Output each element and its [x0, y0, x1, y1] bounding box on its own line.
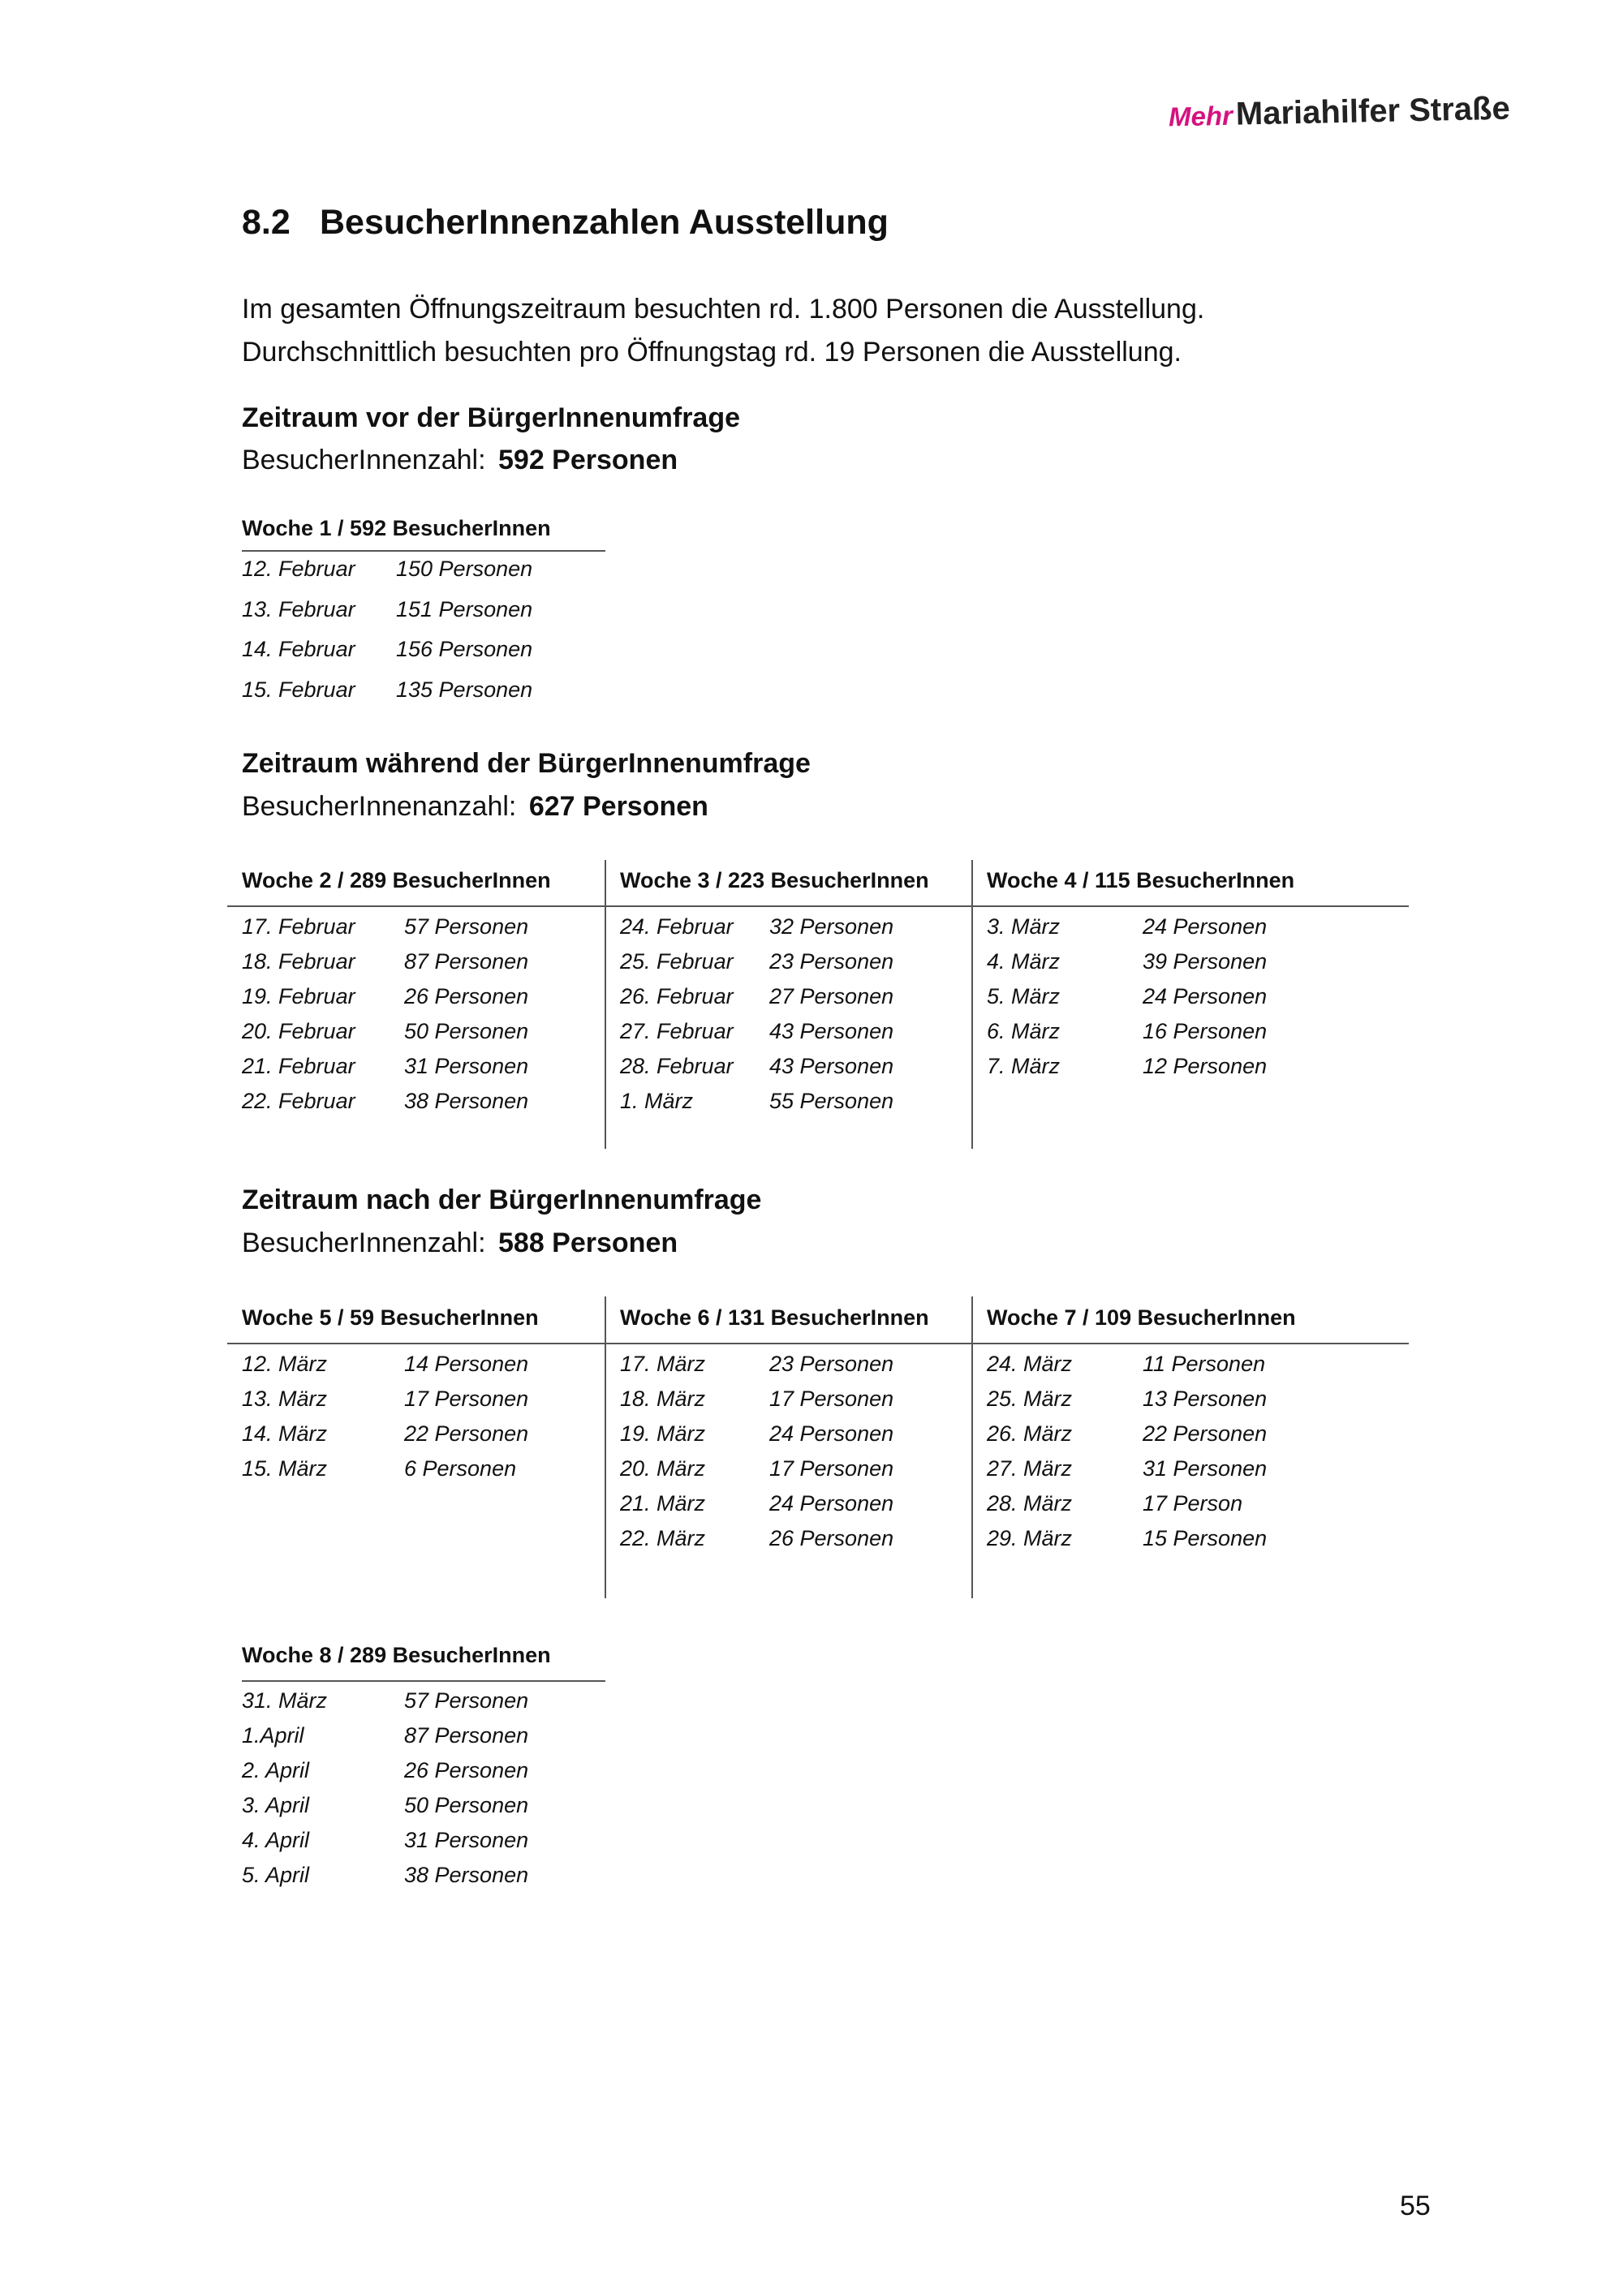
date-cell: 4. April: [242, 1828, 310, 1852]
date-cell: 20. Februar: [242, 1019, 355, 1043]
brand-prefix: Mehr: [1168, 100, 1233, 132]
date-cell: 12. März: [242, 1352, 328, 1376]
count-cell: 57 Personen: [404, 1688, 529, 1713]
date-cell: 19. Februar: [242, 984, 355, 1008]
date-cell: 3. März: [987, 914, 1061, 939]
count-cell: 26 Personen: [404, 984, 529, 1008]
count-cell: 17 Personen: [769, 1387, 894, 1411]
date-cell: 26. Februar: [620, 984, 734, 1008]
count-cell: 38 Personen: [404, 1089, 529, 1113]
count-cell: 16 Personen: [1143, 1019, 1268, 1043]
count-cell: 27 Personen: [769, 984, 894, 1008]
date-cell: 18. März: [620, 1387, 706, 1411]
date-cell: 13. März: [242, 1387, 328, 1411]
count-cell: 22 Personen: [404, 1421, 529, 1446]
brand-logo: [1169, 91, 1511, 135]
date-cell: 1. März: [620, 1089, 694, 1113]
date-cell: 22. Februar: [242, 1089, 355, 1113]
count-cell: 15 Personen: [1143, 1526, 1268, 1550]
date-cell: 21. Februar: [242, 1054, 355, 1078]
count-cell: 17 Personen: [404, 1387, 529, 1411]
date-cell: 26. März: [987, 1421, 1073, 1446]
count-cell: 50 Personen: [404, 1793, 529, 1817]
week-table-title: Woche 5 / 59 BesucherInnen: [242, 1305, 539, 1330]
count-cell: 12 Personen: [1143, 1054, 1268, 1078]
count-cell: 156 Personen: [396, 637, 533, 661]
period-title: Zeitraum während der BürgerInnenumfrage: [242, 748, 811, 779]
count-cell: 50 Personen: [404, 1019, 529, 1043]
count-cell: 13 Personen: [1143, 1387, 1268, 1411]
intro-line: Durchschnittlich besuchten pro Öffnungstag rd. 19 Personen die Ausstellung.: [242, 337, 1182, 368]
date-cell: 29. März: [987, 1526, 1073, 1550]
date-cell: 15. Februar: [242, 677, 355, 702]
column-divider: [971, 860, 973, 1149]
date-cell: 3. April: [242, 1793, 310, 1817]
date-cell: 12. Februar: [242, 557, 355, 581]
period-count-label: BesucherInnenanzahl:: [242, 791, 517, 822]
count-cell: 14 Personen: [404, 1352, 529, 1376]
date-cell: 27. März: [987, 1456, 1073, 1481]
count-cell: 151 Personen: [396, 596, 533, 621]
date-cell: 22. März: [620, 1526, 706, 1550]
table-divider: [227, 1343, 1409, 1344]
page-number: 55: [1400, 2191, 1431, 2221]
date-cell: 24. Februar: [620, 914, 734, 939]
week-table-title: Woche 6 / 131 BesucherInnen: [620, 1305, 929, 1330]
count-cell: 57 Personen: [404, 914, 529, 939]
date-cell: 27. Februar: [620, 1019, 734, 1043]
count-cell: 24 Personen: [769, 1421, 894, 1446]
count-cell: 31 Personen: [404, 1054, 529, 1078]
date-cell: 20. März: [620, 1456, 706, 1481]
count-cell: 55 Personen: [769, 1089, 894, 1113]
count-cell: 23 Personen: [769, 1352, 894, 1376]
period-visitor-count: [242, 445, 678, 476]
period-title: Zeitraum vor der BürgerInnenumfrage: [242, 402, 741, 433]
count-cell: 43 Personen: [769, 1019, 894, 1043]
date-cell: 14. März: [242, 1421, 328, 1446]
count-cell: 43 Personen: [769, 1054, 894, 1078]
date-cell: 24. März: [987, 1352, 1073, 1376]
date-cell: 18. Februar: [242, 949, 355, 974]
count-cell: 6 Personen: [404, 1456, 517, 1481]
count-cell: 87 Personen: [404, 949, 529, 974]
count-cell: 38 Personen: [404, 1863, 529, 1887]
count-cell: 150 Personen: [396, 557, 533, 581]
date-cell: 17. März: [620, 1352, 706, 1376]
table-divider: [242, 550, 605, 552]
section-heading: [242, 203, 889, 243]
date-cell: 25. März: [987, 1387, 1073, 1411]
period-count-value: 592 Personen: [498, 445, 678, 475]
week-table-title: Woche 4 / 115 BesucherInnen: [987, 868, 1295, 892]
week-table-title: Woche 2 / 289 BesucherInnen: [242, 868, 551, 892]
date-cell: 5. März: [987, 984, 1061, 1008]
week-table-title: Woche 3 / 223 BesucherInnen: [620, 868, 929, 892]
count-cell: 135 Personen: [396, 677, 533, 702]
count-cell: 39 Personen: [1143, 949, 1268, 974]
period-count-value: 588 Personen: [498, 1228, 678, 1258]
date-cell: 14. Februar: [242, 637, 355, 661]
count-cell: 26 Personen: [769, 1526, 894, 1550]
count-cell: 17 Person: [1143, 1491, 1243, 1516]
column-divider: [971, 1296, 973, 1598]
intro-line: Im gesamten Öffnungszeitraum besuchten rd. 1.800 Personen die Ausstellung.: [242, 294, 1205, 325]
section-number: 8.2: [242, 203, 291, 242]
date-cell: 4. März: [987, 949, 1061, 974]
date-cell: 15. März: [242, 1456, 328, 1481]
date-cell: 2. April: [242, 1758, 310, 1782]
brand-name: Mariahilfer Straße: [1235, 90, 1511, 132]
period-count-value: 627 Personen: [528, 791, 708, 822]
date-cell: 28. März: [987, 1491, 1073, 1516]
date-cell: 13. Februar: [242, 596, 355, 621]
count-cell: 17 Personen: [769, 1456, 894, 1481]
count-cell: 32 Personen: [769, 914, 894, 939]
date-cell: 25. Februar: [620, 949, 734, 974]
period-count-label: BesucherInnenzahl:: [242, 445, 486, 475]
date-cell: 19. März: [620, 1421, 706, 1446]
week-table-title: Woche 7 / 109 BesucherInnen: [987, 1305, 1296, 1330]
date-cell: 21. März: [620, 1491, 706, 1516]
period-visitor-count: [242, 1228, 678, 1259]
count-cell: 22 Personen: [1143, 1421, 1268, 1446]
date-cell: 1.April: [242, 1723, 304, 1748]
period-count-label: BesucherInnenzahl:: [242, 1228, 486, 1258]
count-cell: 26 Personen: [404, 1758, 529, 1782]
table-divider: [242, 1680, 605, 1682]
week-table-title: Woche 1 / 592 BesucherInnen: [242, 516, 551, 540]
date-cell: 28. Februar: [620, 1054, 734, 1078]
count-cell: 24 Personen: [1143, 914, 1268, 939]
intro-paragraph: [242, 288, 1204, 374]
count-cell: 24 Personen: [769, 1491, 894, 1516]
date-cell: 7. März: [987, 1054, 1061, 1078]
count-cell: 31 Personen: [1143, 1456, 1268, 1481]
section-title: BesucherInnenzahlen Ausstellung: [320, 203, 889, 242]
count-cell: 24 Personen: [1143, 984, 1268, 1008]
count-cell: 87 Personen: [404, 1723, 529, 1748]
date-cell: 6. März: [987, 1019, 1061, 1043]
table-divider: [227, 905, 1409, 907]
column-divider: [605, 1296, 606, 1598]
column-divider: [605, 860, 606, 1149]
week-table-title: Woche 8 / 289 BesucherInnen: [242, 1643, 551, 1667]
date-cell: 17. Februar: [242, 914, 355, 939]
period-visitor-count: [242, 791, 708, 823]
count-cell: 23 Personen: [769, 949, 894, 974]
date-cell: 31. März: [242, 1688, 328, 1713]
count-cell: 31 Personen: [404, 1828, 529, 1852]
count-cell: 11 Personen: [1143, 1352, 1266, 1376]
period-title: Zeitraum nach der BürgerInnenumfrage: [242, 1185, 762, 1215]
date-cell: 5. April: [242, 1863, 310, 1887]
